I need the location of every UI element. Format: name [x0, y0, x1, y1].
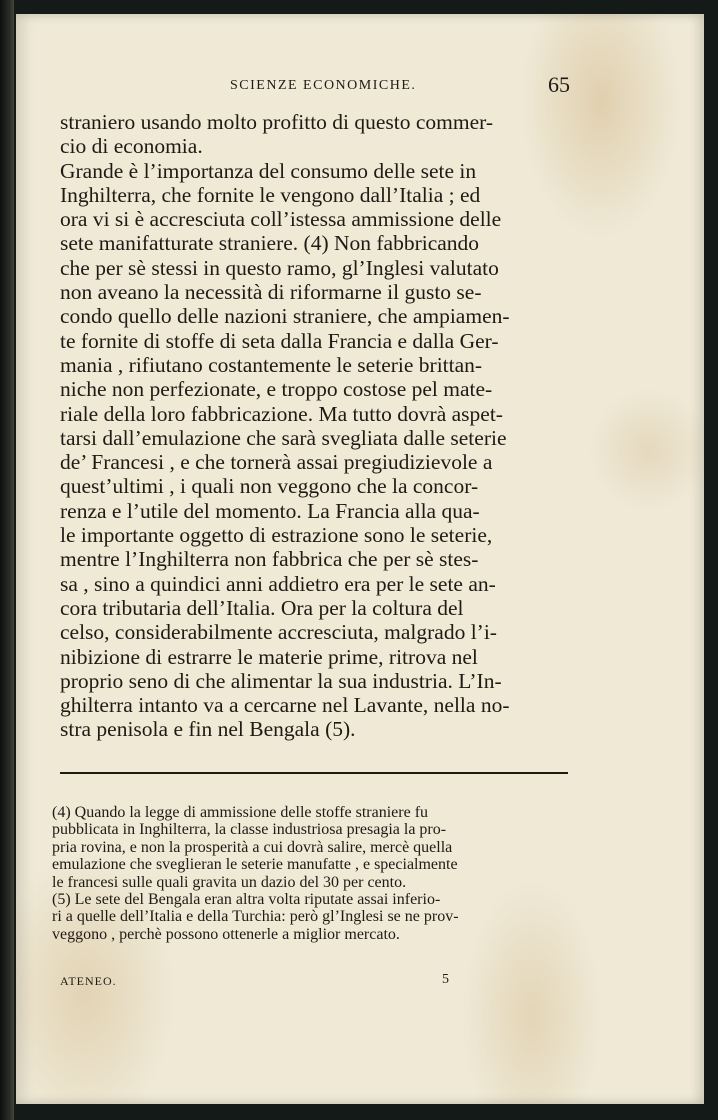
body-line: condo quello delle nazioni straniere, che ampiamen- — [60, 304, 510, 329]
footnote-line: pubblicata in Inghilterra, la classe industriosa presagia la pro- — [52, 821, 447, 839]
body-line: Inghilterra, che fornite le vengono dall’Italia ; ed — [60, 182, 481, 207]
body-line: nibizione di estrarre le materie prime, ritrova nel — [60, 644, 478, 669]
footnote-line: pria rovina, e non la prosperità a cui dovrà salire, mercè quella — [52, 838, 453, 856]
body-line: quest’ultimi , i quali non veggono che la concor- — [60, 474, 479, 499]
footnotes — [52, 804, 572, 943]
footnote-line: (5) Le sete del Bengala eran altra volta riputate assai inferio- — [52, 890, 441, 908]
signature-label: ATENEO. — [60, 974, 117, 988]
body-line: mania , rifiutano costantemente le seterie brittan- — [60, 352, 483, 377]
body-line: te fornite di stoffe di seta dalla Francia e dalla Ger- — [60, 328, 499, 353]
body-line: non aveano la necessità di riformarne il gusto se- — [60, 280, 482, 305]
body-line: tarsi dall’emulazione che sarà svegliata dalle seterie — [60, 425, 507, 450]
page-number: 65 — [548, 72, 570, 97]
footnote-rule — [60, 772, 568, 774]
body-line: ghilterra intanto va a cercarne nel Lavante, nella no- — [60, 693, 510, 718]
footnote-line: veggono , perchè possono ottenerle a miglior mercato. — [52, 925, 400, 943]
body-line: riale della loro fabbricazione. Ma tutto dovrà aspet- — [60, 401, 503, 426]
book-spine — [0, 0, 14, 1120]
signature-mark: 5 — [442, 972, 449, 987]
footnote-line: ri a quelle dell’Italia e della Turchia: però gl’Inglesi se ne prov- — [52, 908, 459, 926]
body-line: mentre l’Inghilterra non fabbrica che per sè stes- — [60, 547, 479, 572]
body-line: che per sè stessi in questo ramo, gl’Inglesi valutato — [60, 255, 499, 280]
footnote-line: (4) Quando la legge di ammissione delle stoffe straniere fu — [52, 804, 429, 821]
body-line: Grande è l’importanza del consumo delle sete in — [60, 158, 477, 183]
body-line: proprio seno di che alimentar la sua industria. L’In- — [60, 668, 502, 693]
body-text — [60, 110, 570, 742]
body-line: sete manifatturate straniere. (4) Non fabbricando — [60, 231, 480, 256]
book-page — [16, 14, 704, 1104]
body-line: le importante oggetto di estrazione sono le seterie, — [60, 523, 493, 548]
body-line: renza e l’utile del momento. La Francia alla qua- — [60, 498, 480, 523]
body-line: straniero usando molto profitto di questo commer- — [60, 110, 494, 134]
body-line: celso, considerabilmente accresciuta, malgrado l’i- — [60, 620, 497, 645]
body-line: sa , sino a quindici anni addietro era per le sete an- — [60, 571, 496, 596]
body-line: de’ Francesi , e che tornerà assai pregiudizievole a — [60, 450, 493, 475]
body-line: cora tributaria dell’Italia. Ora per la coltura del — [60, 595, 464, 620]
body-line: ora vi si è accresciuta coll’istessa ammissione delle — [60, 207, 502, 232]
body-line: niche non perfezionate, e troppo costose pel mate- — [60, 377, 493, 402]
body-line: stra penisola e fin nel Bengala (5). — [60, 717, 356, 742]
body-line: cio di economia. — [60, 134, 203, 159]
footnote-line: le francesi sulle quali gravita un dazio del 30 per cento. — [52, 873, 407, 891]
running-title: SCIENZE ECONOMICHE. — [230, 78, 417, 93]
running-head — [60, 72, 570, 102]
footnote-line: emulazione che sveglieran le seterie manufatte , e specialmente — [52, 856, 458, 874]
